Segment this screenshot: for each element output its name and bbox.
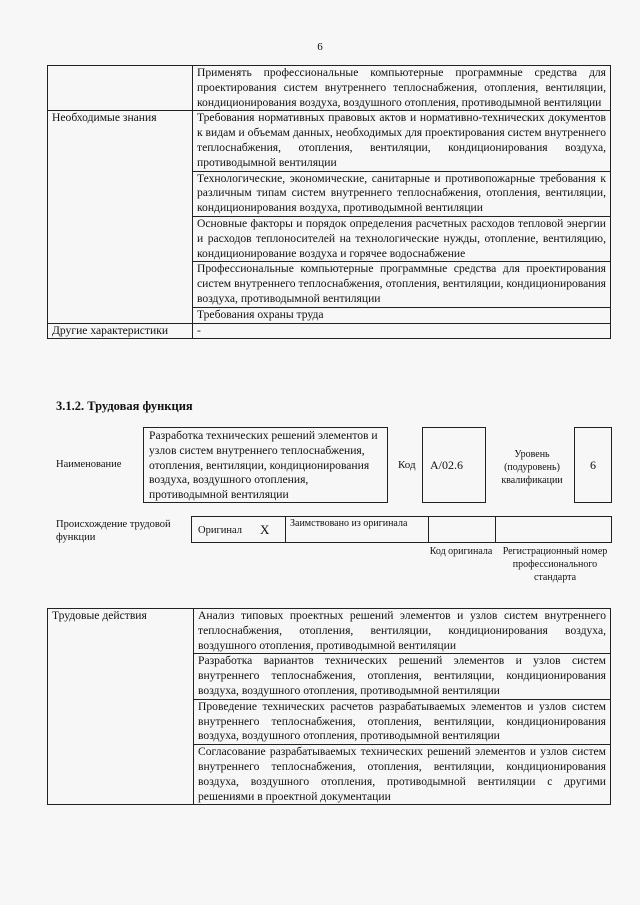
row-label-actions: Трудовые действия bbox=[48, 609, 194, 805]
cell-text: Разработка вариантов технических решений элементов и узлов систем внутреннего теплоснабжения, отопления, вентиляции, кондиционирования воздуха, воздушного отопления, противодымной вентиляции bbox=[194, 654, 611, 699]
function-code-box: A/02.6 bbox=[422, 427, 486, 503]
cell-text: Требования охраны труда bbox=[193, 307, 611, 323]
origin-row bbox=[191, 516, 612, 543]
divider bbox=[495, 516, 496, 543]
borrowed-label: Заимствовано из оригинала bbox=[290, 518, 408, 529]
page-number: 6 bbox=[317, 41, 323, 53]
cell-text: Профессиональные компьютерные программные средства для проектирования систем внутреннего теплоснабжения, отопления, вентиляции, кондиционирования воздуха, противодымной вентиляции bbox=[193, 262, 611, 307]
code-label: Код bbox=[398, 459, 416, 471]
name-label: Наименование bbox=[56, 459, 122, 470]
cell-text: Технологические, экономические, санитарные и противопожарные требования к различным типам систем внутреннего теплоснабжения, отопления, вентиляции, кондиционирования воздуха, противодымной вентиляции bbox=[193, 171, 611, 216]
table-row bbox=[48, 111, 611, 171]
reg-caption: Регистрационный номер профессионального стандарта bbox=[502, 546, 608, 583]
section-title: 3.1.2. Трудовая функция bbox=[56, 399, 193, 413]
divider bbox=[428, 516, 429, 543]
table-row bbox=[48, 66, 611, 111]
knowledge-table bbox=[47, 65, 611, 339]
origin-label: Происхождение трудовой функции bbox=[56, 519, 171, 543]
row-label bbox=[48, 66, 193, 111]
divider bbox=[285, 516, 286, 543]
row-label-knowledge: Необходимые знания bbox=[48, 111, 193, 323]
cell-text: Применять профессиональные компьютерные программные средства для проектирования систем внутреннего теплоснабжения, отопления, вентиляции, кондиционирования воздуха, воздушного отопления, противодымной вентиляции bbox=[193, 66, 611, 111]
table-row bbox=[48, 609, 611, 654]
cell-text: Проведение технических расчетов разрабатываемых элементов и узлов систем внутреннего теплоснабжения, отопления, вентиляции, кондиционирования воздуха, воздушного отопления, противодымной вентиляции bbox=[194, 699, 611, 744]
code-caption: Код оригинала bbox=[429, 546, 493, 557]
cell-text: - bbox=[193, 323, 611, 339]
row-label-other: Другие характеристики bbox=[48, 323, 193, 339]
cell-text: Согласование разрабатываемых технических решений элементов и узлов систем внутреннего теплоснабжения, отопления, вентиляции, кондиционирования воздуха, воздушного отопления, противодымной вентиляции с другими решениями в проектной документации bbox=[194, 745, 611, 805]
labor-actions-table bbox=[47, 608, 611, 805]
original-mark: X bbox=[260, 522, 270, 537]
cell-text: Анализ типовых проектных решений элементов и узлов систем внутреннего теплоснабжения, отопления, вентиляции, кондиционирования воздуха, воздушного отопления, противодымной вентиляции bbox=[194, 609, 611, 654]
function-name-box: Разработка технических решений элементов и узлов систем внутреннего теплоснабжения, отопления, вентиляции, кондиционирования воздуха, воздушного отопления, противодымной вентиляции bbox=[143, 427, 388, 503]
cell-text: Основные факторы и порядок определения расчетных расходов тепловой энергии и расходов теплоносителей на технологические нужды, отопление, вентиляцию, кондиционирование воздуха и горячее водоснабжение bbox=[193, 216, 611, 261]
table-row bbox=[48, 323, 611, 339]
level-value-box: 6 bbox=[574, 427, 612, 503]
level-label: Уровень (подуровень) квалификации bbox=[501, 449, 563, 486]
original-label: Оригинал bbox=[198, 525, 242, 536]
cell-text: Требования нормативных правовых актов и нормативно-технических документов к видам и объемам данных, необходимых для проектирования систем внутреннего теплоснабжения, отопления, вентиляции, кондиционирования воздуха, противодымной вентиляции bbox=[193, 111, 611, 171]
